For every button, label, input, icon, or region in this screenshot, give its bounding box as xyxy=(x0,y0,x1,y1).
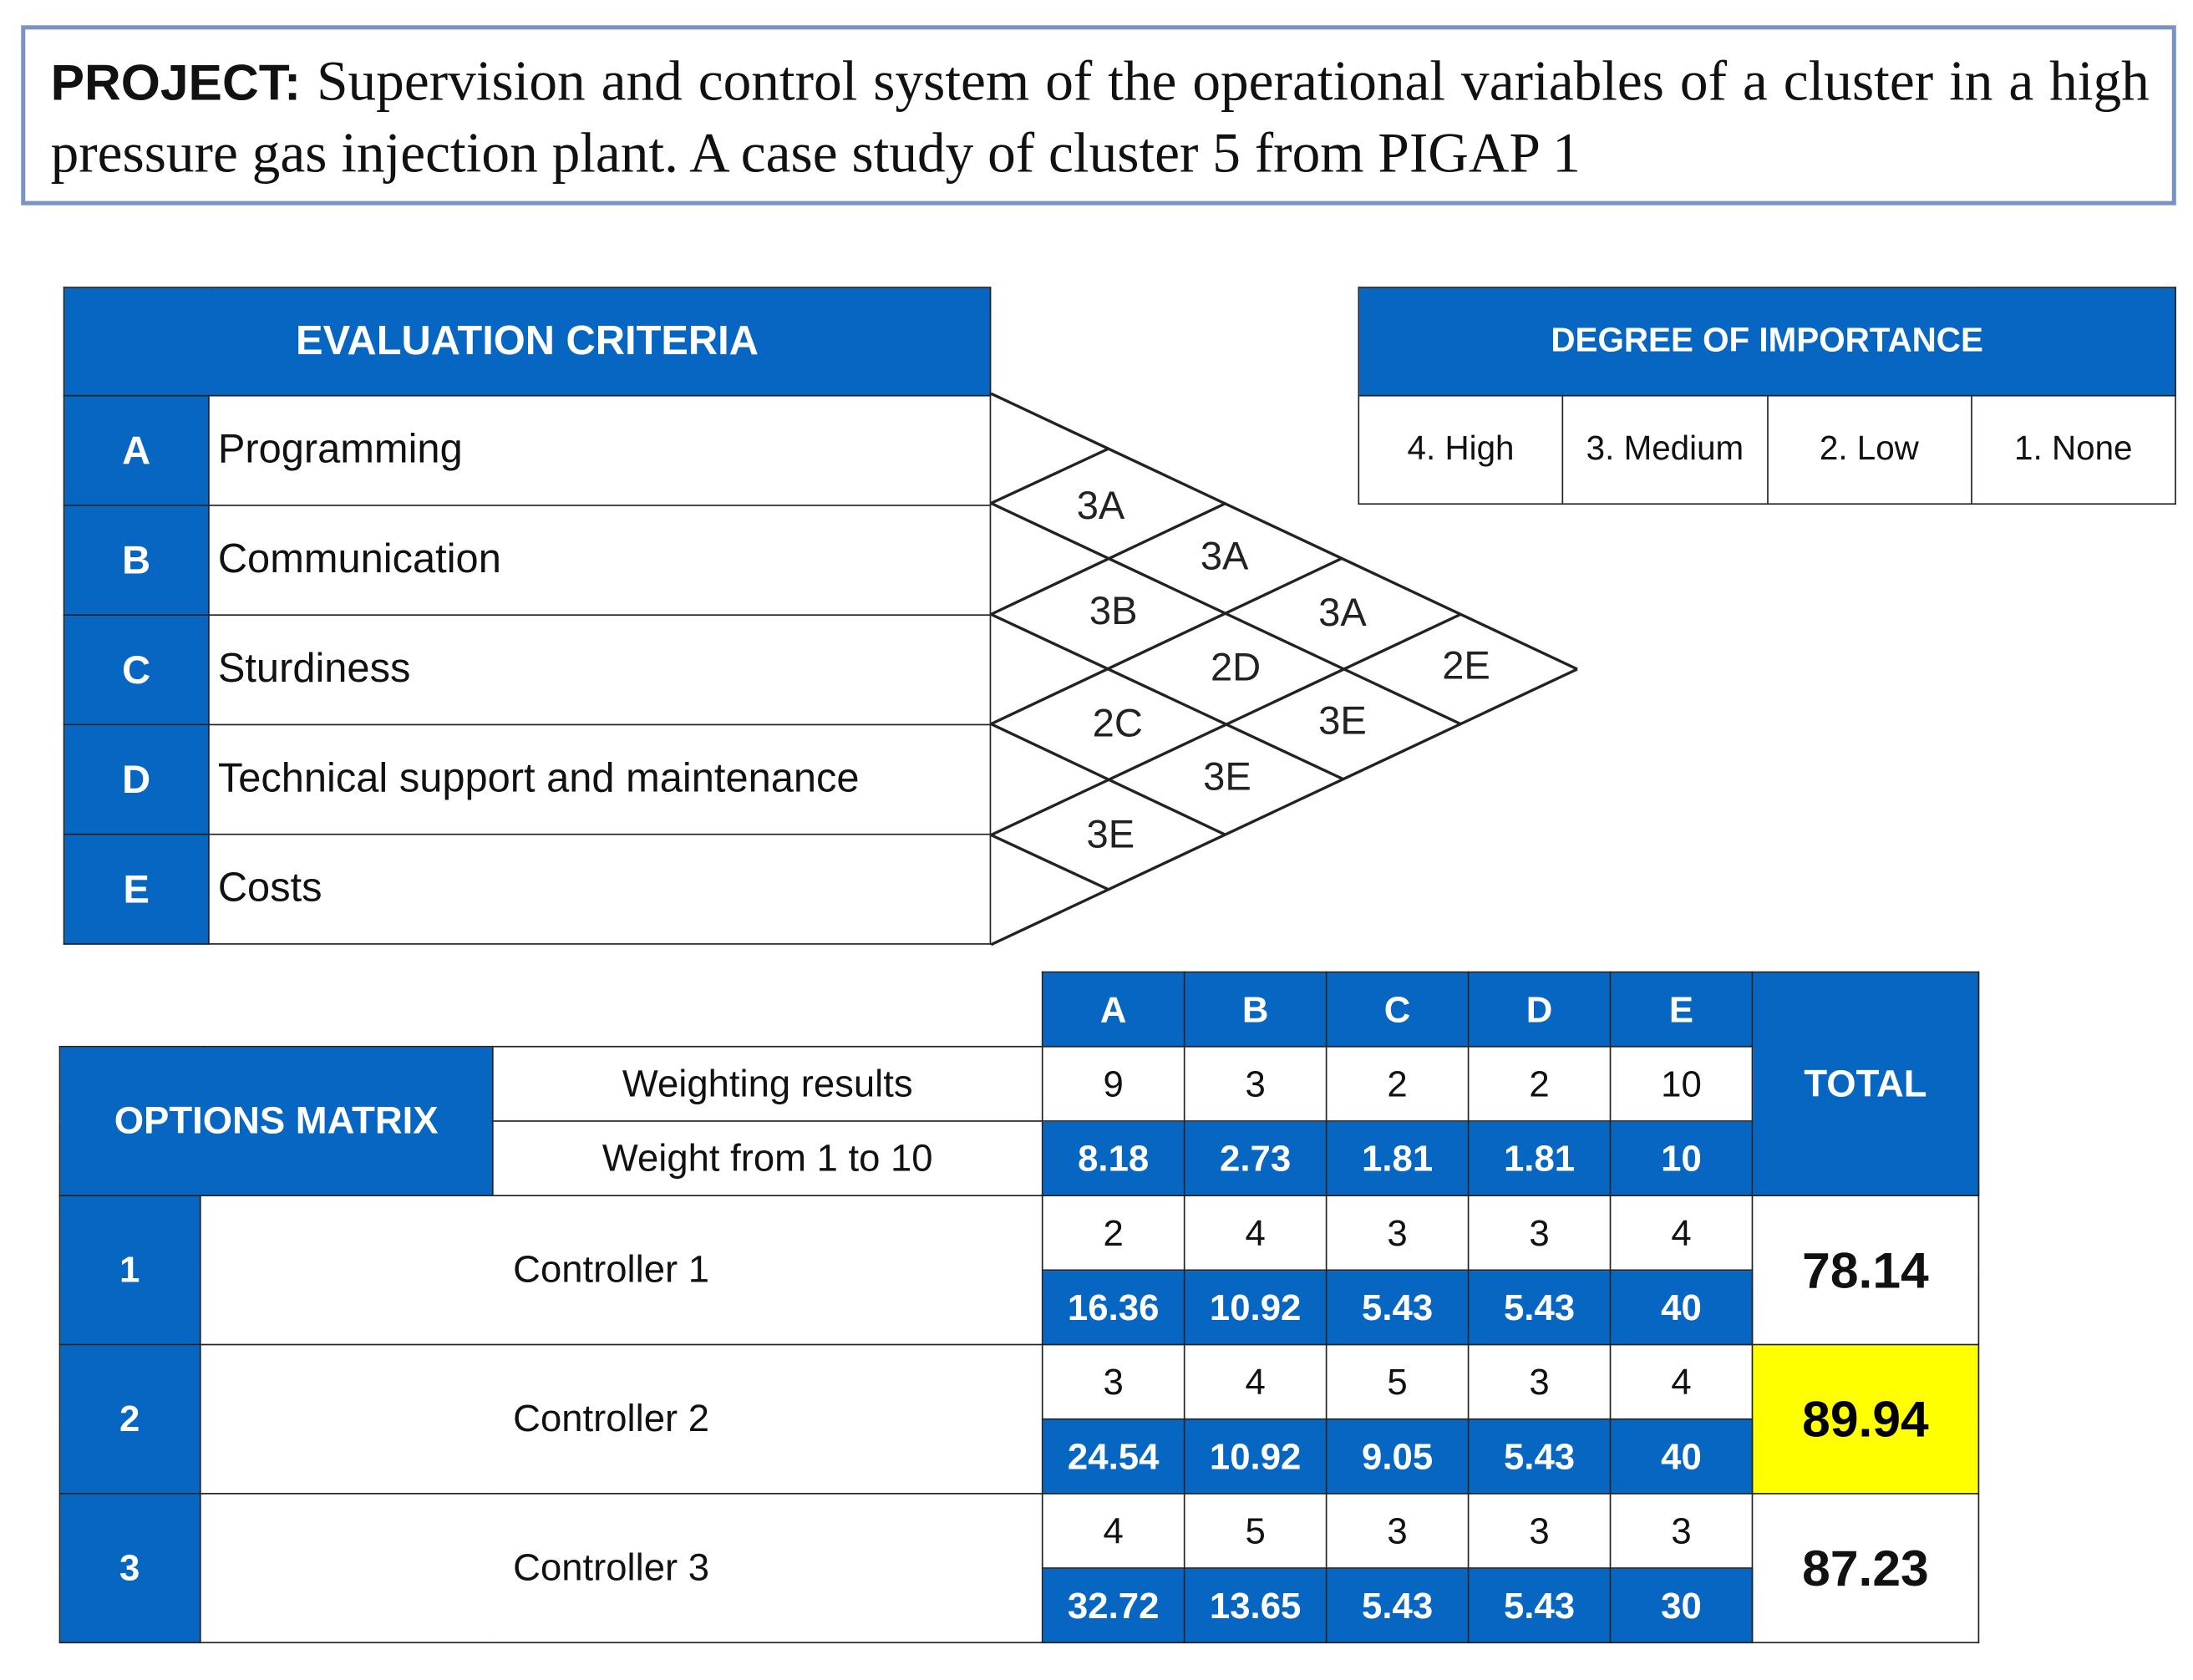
weighting-value: 2 xyxy=(1469,1047,1611,1121)
option-weighted-score: 5.43 xyxy=(1327,1270,1469,1344)
pair-de-label: 3E xyxy=(1086,811,1135,856)
criteria-letter: B xyxy=(64,505,209,615)
option-score: 4 xyxy=(1611,1195,1753,1270)
criteria-letter: D xyxy=(64,724,209,834)
option-total-best: 89.94 xyxy=(1752,1345,1978,1494)
weighting-value: 2 xyxy=(1327,1047,1469,1121)
option-name: Controller 1 xyxy=(201,1195,1043,1344)
option-score: 3 xyxy=(1469,1494,1611,1568)
degree-of-importance-table xyxy=(1358,287,2175,505)
option-weighted-score: 5.43 xyxy=(1469,1419,1611,1494)
weight-value: 1.81 xyxy=(1469,1121,1611,1195)
importance-header: DEGREE OF IMPORTANCE xyxy=(1358,287,2175,396)
option-weighted-score: 32.72 xyxy=(1043,1568,1185,1642)
option-score: 3 xyxy=(1469,1345,1611,1419)
pair-ad-label: 3A xyxy=(1318,589,1367,634)
option-score: 3 xyxy=(1327,1195,1469,1270)
option-score: 3 xyxy=(1327,1494,1469,1568)
option-score: 4 xyxy=(1185,1345,1327,1419)
weight-value: 2.73 xyxy=(1185,1121,1327,1195)
option-score: 4 xyxy=(1185,1195,1327,1270)
weighting-value: 3 xyxy=(1185,1047,1327,1121)
criteria-name: Communication xyxy=(209,505,991,615)
pair-bd-label: 2D xyxy=(1210,644,1261,689)
option-weighted-score: 40 xyxy=(1611,1419,1753,1494)
column-header: E xyxy=(1611,972,1753,1047)
pair-be-label: 3E xyxy=(1318,698,1367,743)
options-matrix-table xyxy=(59,972,1980,1643)
project-label: PROJECT: xyxy=(50,53,302,111)
pair-ab-label: 3A xyxy=(1076,482,1125,527)
weight-scale-label: Weight from 1 to 10 xyxy=(493,1121,1043,1195)
option-weighted-score: 5.43 xyxy=(1469,1270,1611,1344)
importance-level: 4. High xyxy=(1358,396,1562,505)
option-weighted-score: 10.92 xyxy=(1185,1270,1327,1344)
option-score: 3 xyxy=(1611,1494,1753,1568)
pair-cd-label: 2C xyxy=(1092,700,1143,745)
option-weighted-score: 13.65 xyxy=(1185,1568,1327,1642)
column-header: A xyxy=(1043,972,1185,1047)
importance-level: 3. Medium xyxy=(1563,396,1767,505)
pair-bc-label: 3B xyxy=(1089,588,1138,633)
pair-ae-label: 2E xyxy=(1442,642,1490,688)
option-number: 3 xyxy=(60,1494,201,1642)
criteria-name: Sturdiness xyxy=(209,615,991,724)
weighting-results-label: Weighting results xyxy=(493,1047,1043,1121)
criteria-letter: A xyxy=(64,396,209,505)
column-header: D xyxy=(1469,972,1611,1047)
option-score: 5 xyxy=(1327,1345,1469,1419)
option-score: 3 xyxy=(1043,1345,1185,1419)
option-weighted-score: 30 xyxy=(1611,1568,1753,1642)
option-score: 5 xyxy=(1185,1494,1327,1568)
project-text: Supervision and control system of the operational variables of a cluster in a high pressure gas injection plant. A case study of cluster 5 from PIGAP 1 xyxy=(50,48,2150,185)
option-total: 87.23 xyxy=(1752,1494,1978,1642)
criteria-header: EVALUATION CRITERIA xyxy=(64,287,991,396)
option-score: 3 xyxy=(1469,1195,1611,1270)
weight-value: 10 xyxy=(1611,1121,1753,1195)
option-name: Controller 2 xyxy=(201,1345,1043,1494)
pair-ac-label: 3A xyxy=(1200,533,1249,578)
pair-ce-label: 3E xyxy=(1203,754,1251,799)
option-score: 4 xyxy=(1043,1494,1185,1568)
option-name: Controller 3 xyxy=(201,1494,1043,1642)
option-weighted-score: 24.54 xyxy=(1043,1419,1185,1494)
option-weighted-score: 5.43 xyxy=(1469,1568,1611,1642)
option-score: 4 xyxy=(1611,1345,1753,1419)
option-number: 2 xyxy=(60,1345,201,1494)
option-total: 78.14 xyxy=(1752,1195,1978,1344)
column-header: B xyxy=(1185,972,1327,1047)
importance-level: 1. None xyxy=(1972,396,2175,505)
option-score: 2 xyxy=(1043,1195,1185,1270)
option-number: 1 xyxy=(60,1195,201,1344)
column-header: C xyxy=(1327,972,1469,1047)
option-weighted-score: 9.05 xyxy=(1327,1419,1469,1494)
criteria-name: Costs xyxy=(209,835,991,944)
options-matrix-title: OPTIONS MATRIX xyxy=(60,1047,493,1195)
weight-value: 8.18 xyxy=(1043,1121,1185,1195)
weight-value: 1.81 xyxy=(1327,1121,1469,1195)
weighting-value: 10 xyxy=(1611,1047,1753,1121)
option-weighted-score: 5.43 xyxy=(1327,1568,1469,1642)
total-header: TOTAL xyxy=(1752,972,1978,1196)
criteria-name: Programming xyxy=(209,396,991,505)
option-weighted-score: 16.36 xyxy=(1043,1270,1185,1344)
criteria-name: Technical support and maintenance xyxy=(209,724,991,834)
criteria-letter: C xyxy=(64,615,209,724)
weighting-value: 9 xyxy=(1043,1047,1185,1121)
criteria-letter: E xyxy=(64,835,209,944)
importance-level: 2. Low xyxy=(1767,396,1971,505)
option-weighted-score: 10.92 xyxy=(1185,1419,1327,1494)
option-weighted-score: 40 xyxy=(1611,1270,1753,1344)
